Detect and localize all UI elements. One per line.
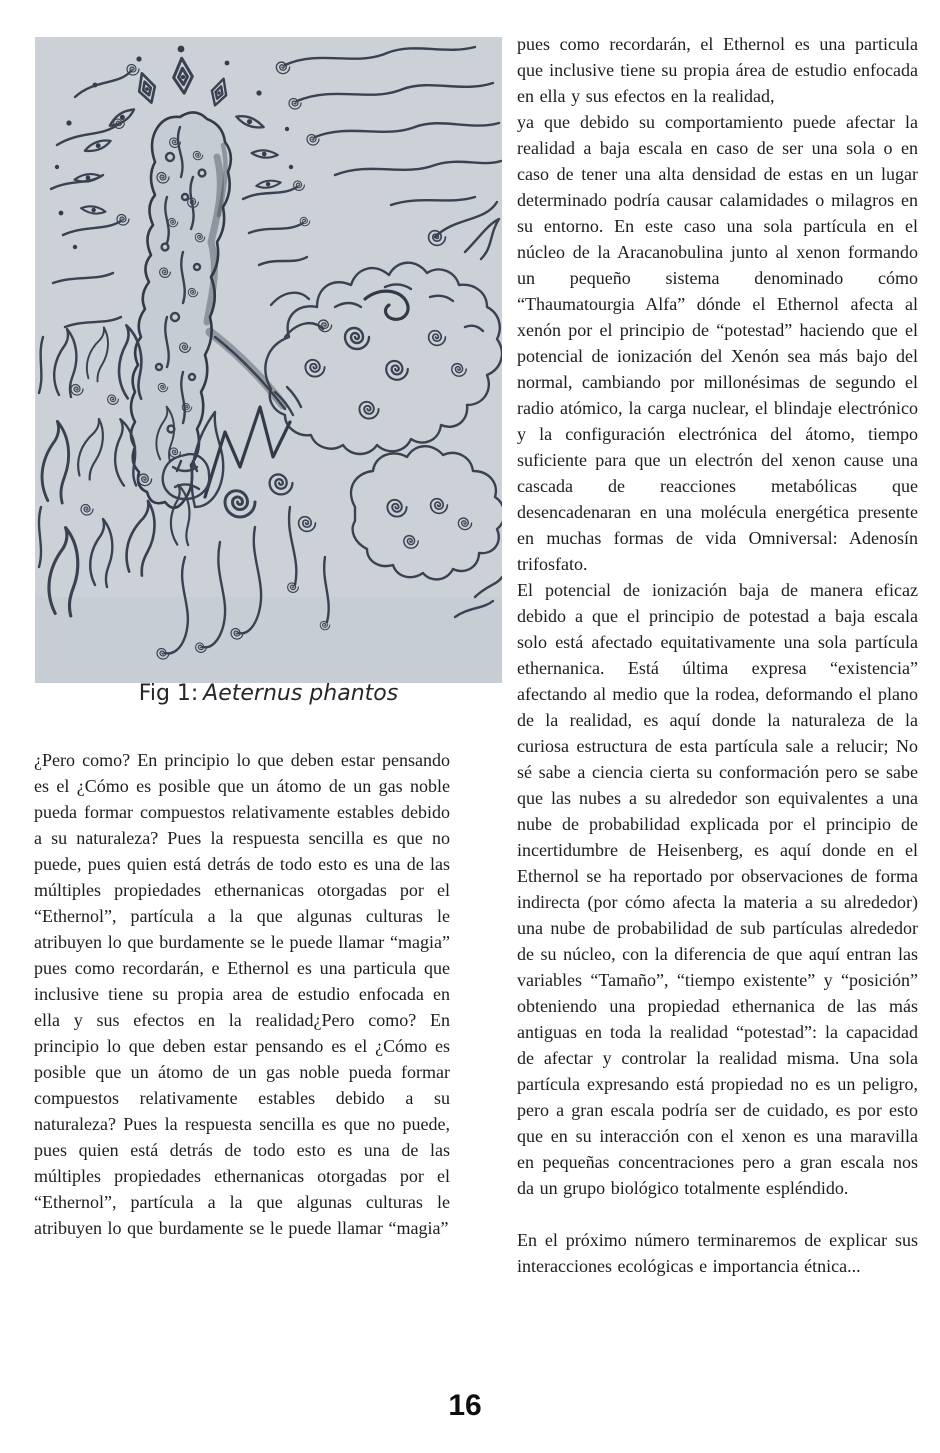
figure-caption-title: Aeternus phantos (203, 681, 399, 706)
artwork-svg (35, 37, 502, 683)
paragraph-right-1: pues como recordarán, el Ethernol es una particula que inclusive tiene su propia área de estudio enfocada en ella y sus efectos en la realidad, (517, 34, 918, 106)
paragraph-right-4: En el próximo número terminaremos de explicar sus interacciones ecológicas e importancia étnica... (517, 1230, 918, 1276)
left-column-text (34, 747, 450, 1241)
paragraph-left-1: ¿Pero como? En principio lo que deben estar pensando es el ¿Cómo es posible que un átomo de un gas noble pueda formar compuestos relativamente estables debido a su naturaleza? Pues la respuesta sencilla es que no puede, pues quien está detrás de todo esto es una de las múltiples propiedades ethernanicas otorgadas por el “Ethernol”, partícula a la que algunas culturas le atribuyen lo que burdamente se le puede llamar “magia” pues como recordarán, e Ethernol es una particula que inclusive tiene su propia area de estudio enfocada en ella y sus efectos en la realidad¿Pero como? En principio lo que deben estar pensando es el ¿Cómo es posible que un átomo de un gas noble pueda formar compuestos relativamente estables debido a su naturaleza? Pues la respuesta sencilla es que no puede, pues quien está detrás de todo esto es una de las múltiples propiedades ethernanicas otorgadas por el “Ethernol”, partícula a la que algunas culturas le atribuyen lo que burdamente se le puede llamar “magia” (34, 750, 450, 1238)
paragraph-right-2: ya que debido su comportamiento puede afectar la realidad a baja escala en caso de ser una sola o en caso de tener una alta densidad de estas en un lugar determinado podría causar calamidades o milagros en su entorno. En este caso una sola partícula en el núcleo de la Aracanobulina junto al xenon formando un pequeño sistema denominado cómo “Thaumatourgia Alfa” dónde el Ethernol afecta al xenón por el principio de “potestad” haciendo que el potencial de ionización del Xenón sea más bajo del normal, cambiando por millonésimas de segundo el radio atómico, la carga nuclear, el blindaje electrónico y la configuración electrónica del átomo, tiempo suficiente para que un electrón del xenon cause una cascada de reacciones metabólicas que desencadenaran en una molécula energética presente en muchas formas de vida Omniversal: Adenosín trifosfato. (517, 112, 918, 574)
figure-illustration (35, 37, 502, 683)
figure-caption (35, 681, 502, 706)
right-column-text (517, 31, 918, 1279)
figure-caption-label: Fig 1: (138, 681, 199, 706)
paragraph-right-3: El potencial de ionización baja de manera eficaz debido a que el principio de potestad a baja escala solo está afectado equitativamente una sola partícula ethernanica. Está última expresa “existencia” afectando al medio que la rodea, deformando el plano de la realidad, es aquí donde la naturaleza de la curiosa estructura de esta partícula sale a relucir; No sé sabe a ciencia cierta su conformación pero se sabe que las nubes a su alrededor son equivalentes a una nube de probabilidad explicada por el principio de incertidumbre de Heisenberg, es aquí donde en el Ethernol se ha reportado por observaciones de forma indirecta (por cómo afecta la materia a su alrededor) una nube de probabilidad de sub partículas alrededor de su núcleo, con la diferencia de que aquí entran las variables “Tamaño”, “tiempo existente” y “posición” obteniendo una propiedad ethernanica de las más antiguas en toda la realidad “potestad”: la capacidad de afectar y controlar la realidad misma. Una sola partícula expresando está propiedad no es un peligro, pero a gran escala podría ser de cuidado, es por esto que en su interacción con el xenon es una maravilla en pequeñas concentraciones pero a gran escala nos da un grupo biológico totalmente espléndido. (517, 580, 918, 1198)
page-number: 16 (448, 1389, 482, 1422)
